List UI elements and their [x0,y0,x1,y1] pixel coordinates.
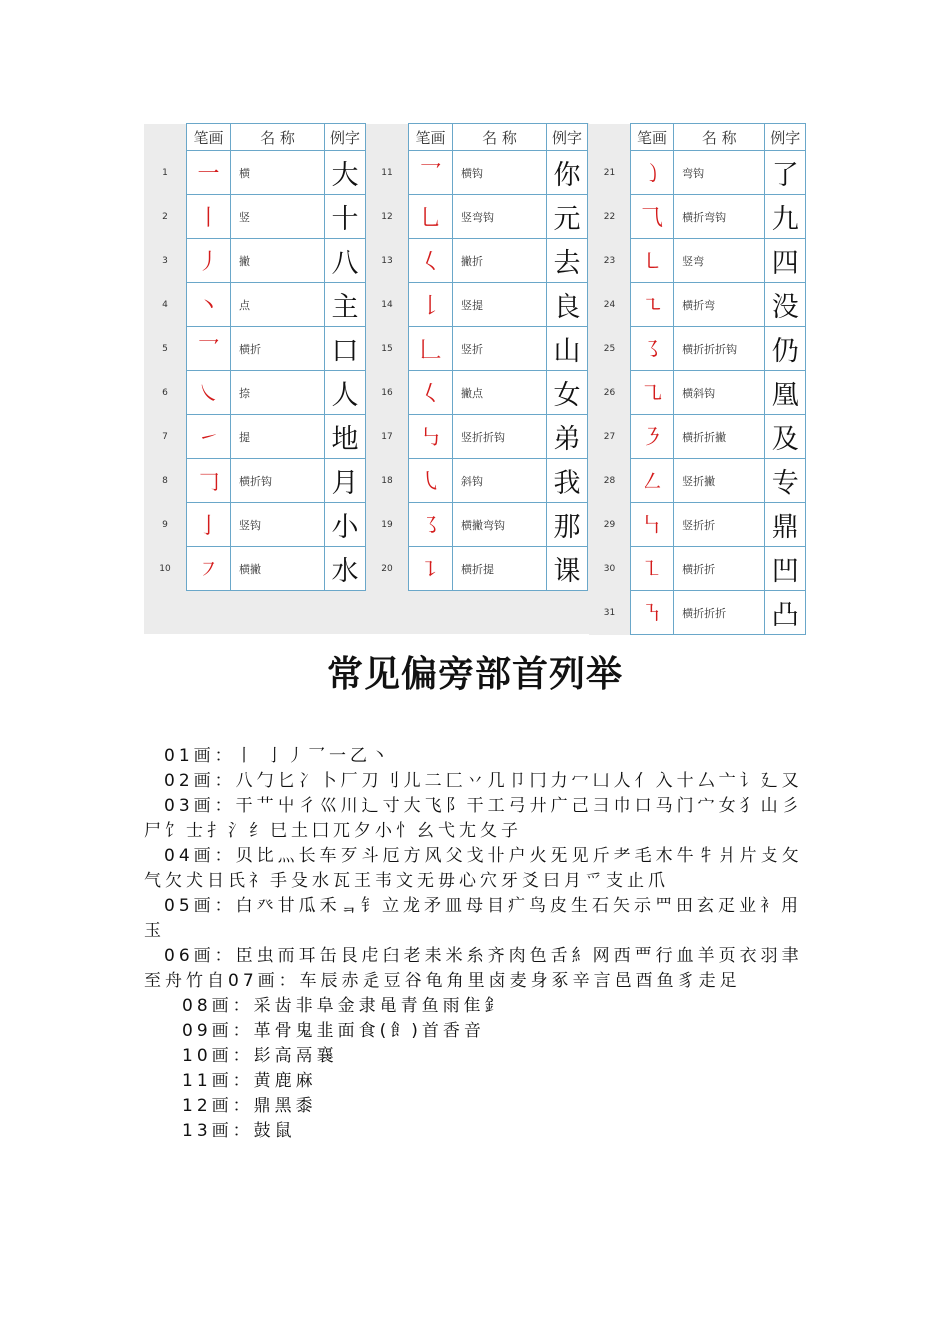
example-char: 我 [547,459,588,503]
stroke-table-3 [589,123,806,635]
stroke-glyph: 乚 [409,195,453,239]
stroke-row [144,195,366,239]
stroke-glyph: ㇌ [630,327,673,371]
stroke-name: 斜钩 [453,459,547,503]
stroke-name: 横撇 [231,547,325,591]
example-char: 四 [765,239,806,283]
example-char: 鼎 [765,503,806,547]
stroke-number: 12 [366,195,409,239]
example-char: 你 [547,151,588,195]
radical-line: 09画：革骨鬼韭面食(飠)首香音 [182,1021,485,1041]
stroke-glyph: ㇈ [630,371,673,415]
example-char: 女 [547,371,588,415]
stroke-name: 撇 [231,239,325,283]
stroke-row [589,371,806,415]
stroke-row [144,503,366,547]
stroke-number: 14 [366,283,409,327]
stroke-glyph: ㇅ [630,547,673,591]
stroke-row [366,195,588,239]
stroke-name: 横 [231,151,325,195]
stroke-name: 横折折折 [674,591,765,635]
stroke-number: 20 [366,547,409,591]
stroke-glyph: ⺄ [630,195,673,239]
header-example: 例字 [547,124,588,151]
radical-line: 08画：采齿非阜金隶黾青鱼雨隹釒 [182,996,506,1016]
stroke-row [144,239,366,283]
stroke-row [366,459,588,503]
stroke-row [589,415,806,459]
stroke-name: 捺 [231,371,325,415]
stroke-name: 横折折撇 [674,415,765,459]
example-char: 课 [547,547,588,591]
stroke-glyph: ㇂ [409,459,453,503]
header-stroke: 笔画 [187,124,231,151]
stroke-number: 16 [366,371,409,415]
stroke-number: 28 [589,459,630,503]
stroke-name: 横折折折钩 [674,327,765,371]
example-char: 小 [325,503,366,547]
stroke-name: 横折弯 [674,283,765,327]
stroke-glyph: ㇀ [187,415,231,459]
stroke-number: 25 [589,327,630,371]
stroke-name: 竖提 [453,283,547,327]
stroke-glyph: ㇜ [630,459,673,503]
radical-line: 04画：贝比灬长车歹斗厄方风父戈卝户火旡见斤耂毛木牛牜爿片攴攵气欠犬日氏礻手殳水瓦王韦文无毋心穴牙爻曰月爫支止爪 [144,846,803,891]
example-char: 凸 [765,591,806,635]
example-char: 元 [547,195,588,239]
stroke-number: 18 [366,459,409,503]
header-example: 例字 [325,124,366,151]
stroke-glyph: ㇍ [630,283,673,327]
stroke-name: 竖 [231,195,325,239]
example-char: 山 [547,327,588,371]
stroke-glyph: ㇉ [409,415,453,459]
radical-line: 12画：鼎黑黍 [182,1096,317,1116]
example-char: 水 [325,547,366,591]
example-char: 主 [325,283,366,327]
radical-line: 13画：鼓鼠 [182,1121,296,1141]
stroke-row [144,283,366,327]
stroke-glyph: ㇇ [187,547,231,591]
stroke-row [144,459,366,503]
stroke-number: 22 [589,195,630,239]
header-example: 例字 [765,124,806,151]
stroke-glyph: 丨 [187,195,231,239]
stroke-glyph: 𡿨 [409,371,453,415]
radical-line: 11画：黄鹿麻 [182,1071,317,1091]
stroke-name: 点 [231,283,325,327]
stroke-row [144,327,366,371]
stroke-glyph: ㇌ [409,503,453,547]
stroke-row [144,371,366,415]
radical-list [144,744,809,1144]
stroke-name: 提 [231,415,325,459]
example-char: 了 [765,151,806,195]
example-char: 地 [325,415,366,459]
stroke-row [589,151,806,195]
stroke-row [144,151,366,195]
stroke-number: 31 [589,591,630,635]
stroke-tables [144,123,806,634]
stroke-glyph: ㇞ [630,503,673,547]
stroke-name: 竖弯 [674,239,765,283]
stroke-glyph: ㇎ [630,591,673,635]
stroke-name: 横折弯钩 [674,195,765,239]
stroke-number: 11 [366,151,409,195]
stroke-row [366,503,588,547]
stroke-number: 2 [144,195,187,239]
example-char: 凹 [765,547,806,591]
radical-line: 03画：干艹屮彳巛川辶寸大飞阝干工弓廾广己彐巾口马门宀女犭山彡尸饣士扌氵纟巳土囗兀夕小忄幺弋尢夂子 [144,796,803,841]
stroke-number: 23 [589,239,630,283]
example-char: 良 [547,283,588,327]
example-char: 去 [547,239,588,283]
stroke-glyph: 乛 [187,327,231,371]
stroke-name: 弯钩 [674,151,765,195]
stroke-number: 15 [366,327,409,371]
stroke-name: 竖折 [453,327,547,371]
stroke-number: 26 [589,371,630,415]
stroke-number: 5 [144,327,187,371]
header-stroke: 笔画 [409,124,453,151]
radical-line: 06画：臣虫而耳缶艮虍臼老耒米糸齐肉色舌糹网西覀行血羊页衣羽聿至舟竹自07画：车辰赤辵豆谷龟角里卤麦身豖辛言邑酉鱼豸走足 [144,946,803,991]
stroke-row [589,547,806,591]
stroke-glyph: ㇋ [630,415,673,459]
stroke-row [589,327,806,371]
example-char: 仍 [765,327,806,371]
stroke-glyph: 𠃊 [409,327,453,371]
stroke-glyph: 亅 [187,503,231,547]
stroke-number: 9 [144,503,187,547]
stroke-name: 横折折 [674,547,765,591]
stroke-number: 27 [589,415,630,459]
page-title: 常见偏旁部首列举 [326,654,623,695]
stroke-row [144,547,366,591]
stroke-row [366,239,588,283]
stroke-number: 21 [589,151,630,195]
stroke-row [366,415,588,459]
example-char: 月 [325,459,366,503]
header-name: 名 称 [453,124,547,151]
stroke-row [366,151,588,195]
stroke-name: 横折提 [453,547,547,591]
stroke-glyph: ㇊ [409,547,453,591]
radical-line: 10画：髟高鬲襄 [182,1046,338,1066]
example-char: 大 [325,151,366,195]
stroke-number: 29 [589,503,630,547]
stroke-glyph: 𠃌 [187,459,231,503]
stroke-number: 1 [144,151,187,195]
stroke-number: 8 [144,459,187,503]
example-char: 口 [325,327,366,371]
stroke-glyph: 丿 [187,239,231,283]
example-char: 凰 [765,371,806,415]
header-name: 名 称 [231,124,325,151]
stroke-number: 7 [144,415,187,459]
stroke-number: 13 [366,239,409,283]
stroke-number: 19 [366,503,409,547]
example-char: 专 [765,459,806,503]
header-stroke: 笔画 [630,124,673,151]
stroke-name: 竖折撇 [674,459,765,503]
stroke-number: 10 [144,547,187,591]
example-char: 人 [325,371,366,415]
stroke-table-2 [366,123,588,591]
example-char: 那 [547,503,588,547]
stroke-glyph: 𠄌 [409,283,453,327]
stroke-name: 撇点 [453,371,547,415]
radical-line: 05画：白癶甘瓜禾ᆿ钅立龙矛皿母目疒鸟皮生石矢示罒田玄疋业衤用玉 [144,896,803,941]
stroke-row [589,195,806,239]
stroke-number: 3 [144,239,187,283]
example-char: 弟 [547,415,588,459]
header-name: 名 称 [674,124,765,151]
radical-line: 02画：八勹匕冫卜厂刀刂儿二匚丷几卩冂力冖凵人亻入十厶亠讠廴又 [164,771,803,791]
stroke-row [589,503,806,547]
stroke-number: 4 [144,283,187,327]
example-char: 十 [325,195,366,239]
stroke-glyph: ㇏ [187,371,231,415]
stroke-row [589,283,806,327]
example-char: 及 [765,415,806,459]
stroke-glyph: 丶 [187,283,231,327]
stroke-name: 横钩 [453,151,547,195]
stroke-row [589,459,806,503]
stroke-name: 横折 [231,327,325,371]
stroke-number: 17 [366,415,409,459]
stroke-name: 竖钩 [231,503,325,547]
radical-line: 01画：丨 亅丿乛一乙丶 [164,746,393,766]
example-char: 没 [765,283,806,327]
stroke-row [366,283,588,327]
stroke-number: 30 [589,547,630,591]
stroke-row [589,591,806,635]
stroke-row [589,239,806,283]
stroke-row [366,547,588,591]
example-char: 八 [325,239,366,283]
example-char: 九 [765,195,806,239]
stroke-glyph: ㇁ [630,151,673,195]
stroke-name: 竖弯钩 [453,195,547,239]
stroke-name: 撇折 [453,239,547,283]
stroke-row [366,327,588,371]
stroke-row [144,415,366,459]
stroke-name: 竖折折 [674,503,765,547]
stroke-name: 横斜钩 [674,371,765,415]
stroke-table-1 [144,123,366,591]
stroke-row [366,371,588,415]
stroke-name: 竖折折钩 [453,415,547,459]
stroke-glyph: 乛 [409,151,453,195]
stroke-name: 横折钩 [231,459,325,503]
stroke-glyph: ㇄ [630,239,673,283]
stroke-glyph: 𡿨 [409,239,453,283]
stroke-number: 6 [144,371,187,415]
stroke-number: 24 [589,283,630,327]
stroke-glyph: 一 [187,151,231,195]
stroke-name: 横撇弯钩 [453,503,547,547]
